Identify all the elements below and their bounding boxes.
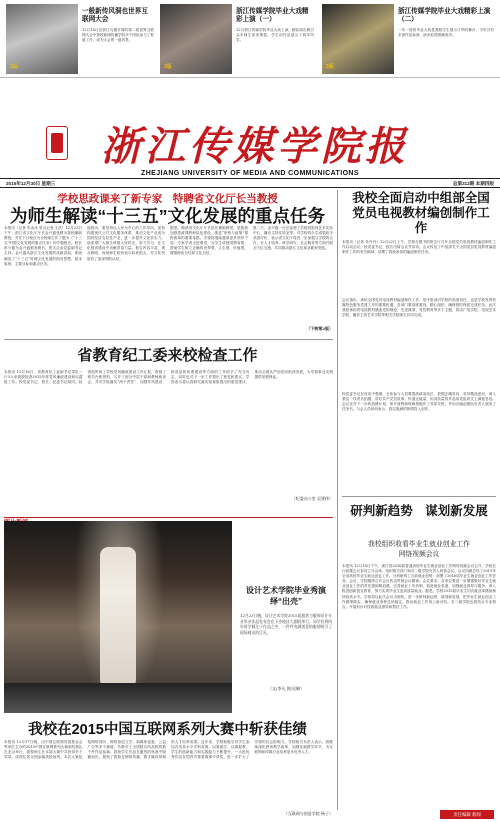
teaser-3-title[interactable]: 浙江传媒学院毕业大戏精彩上演（二） — [398, 8, 491, 23]
model-figure — [100, 547, 136, 697]
teaser-2-body: 12月浙江传媒学院毕业大戏上演，精彩演出吸引众多师生前来观看，学生用作品展示了四年所学。 — [236, 28, 314, 43]
right-mid-rule — [342, 496, 496, 497]
right-mid-body: 本报讯 12月18日下午，浙江省2016届普通高校毕业生就业创业工作网络视频会议召开，学校在行政楼会议室设立分会场，组织相关部门和各二级学院负责人收看会议。会议回顾总结了2015年全省高校毕业生就业创业工作，分析研判了当前就业形势，部署了2016届毕业生就业创业工作任务。会后，学校随即召开会议传达贯彻会议精神。会议要求，各单位要进一步增强做好毕业生就业创业工作的责任感和紧迫感，完善就业工作机制，拓宽就业渠道，加强就业指导与服务，深入推进创新创业教育，努力实现毕业生更高质量就业。据悉，学校2015届毕业生初次就业率继续保持较高水平。学校将以此次会议为契机，进一步研判新趋势、谋划新发展，把毕业生就业创业工作做细做实，确保就业形势总体稳定，推动就业工作再上新台阶。各二级学院也将结合专业特点，开展有针对性的就业指导和帮扶工作。 — [342, 564, 496, 609]
masthead — [70, 120, 440, 170]
teaser-2-photo[interactable] — [160, 4, 232, 74]
teaser-3-tag: 3版 — [326, 64, 334, 70]
photo-credit: （文/李凡 图/吴琳） — [268, 686, 304, 691]
right-mid-headline[interactable]: 研判新趋势 谋划新发展 — [350, 504, 488, 518]
issue-date: 2015年12月30日 星期三 — [6, 181, 56, 186]
bottom-credit: （互联网与创意学院 杨子） — [283, 811, 333, 816]
lead-continued: （下转第2版） — [306, 326, 333, 331]
teaser-1-photo[interactable] — [6, 4, 78, 74]
footer-editor: 责任编辑 新闻 — [453, 811, 481, 817]
right-top-body-2: 会议指出，承担全国党员电视教材编创制作工作，是中组部对学校的高度信任，也是学校发挥传媒特色服务党建工作的重要机遇。各部门要高度重视，精心组织，确保按时保质完成任务。此次我校承担的电视教材涵盖党的理论、先进典型、党性教育等多个主题，将由广电学院、电视艺术学院、播音主持艺术学院等相关学院师生共同完成。 — [342, 298, 496, 318]
right-top-headline[interactable]: 我校全面启动中组部全国党员电视教材编创制作工作 — [352, 191, 490, 235]
sec2-body: 本报讯 12月16日，省教育纪工委副书记带队一行3人来我校检查2015年度党风廉政建设和反腐败工作。校党委书记、校长、纪委书记陪同。检查组听取了学校党风廉政建设工作汇报，查阅了相关台账资料，召开了部分中层干部和教师座谈会，并对学校落实“两个责任”、加强作风建设、推进惩防体系建设等方面的工作给予了充分肯定，同时也对下一步工作提出了意见和建议。学校表示将认真研究落实检查组提出的意见建议，推动全面从严治党向纵深发展，为学校事业发展提供坚强保证。 — [4, 370, 333, 385]
fashion-photo[interactable] — [4, 521, 232, 713]
sec2-rule — [4, 339, 333, 340]
right-top-body-1: 本报讯（记者 朱丹丹）12月22日上午，学校在图书馆报告厅召开全国党员电视教材编创制作工作启动会议。校党委书记、校长出席会议并讲话。会议传达了中组部关于全国党员电视教材编创制作工作的有关精神，部署了我校承担的编创制作任务。 — [342, 240, 496, 255]
teaser-1-tag: 3版 — [10, 64, 18, 70]
column-divider — [337, 190, 338, 810]
lead-headline[interactable]: 为师生解读“十三五”文化发展的重点任务 — [10, 206, 325, 226]
bottom-body: 本报讯 12月17日晚，由中国互联网发展基金会等单位主办的2015中国互联网系列大赛颁奖典礼在北京举行，我校师生在本届大赛中共获得多个奖项，成绩位居全国参赛高校前列。本次大赛包括网络视听、网络原创文学、新媒体创意、公益广告等多个赛道，共吸引了全国数百所高校的数千件作品参赛。我校学生作品在激烈的角逐中脱颖而出，展现了我校在网络传播、数字媒体领域的人才培养成果。近年来，学校积极引导学生参加各类高水平学科竞赛，以赛促学、以赛促教，学生的创新能力和实践能力不断提升，一大批优秀作品在国内外重要赛事中获奖，进一步扩大了学校的社会影响力。学校相关负责人表示，将继续深化教育教学改革，加强实践教学环节，为互联网和传媒行业培养更多优秀人才。 — [4, 740, 333, 760]
lead-col-2: 他指出，要坚持以人民为中心的工作导向，加快构建现代公共文化服务体系，推动文化产业成为国民经济支柱性产业，进一步提升文化软实力。他希望广大师生珍惜大好时光，努力学习，在文化强省建设中贡献青春力量。报告内容丰富、观点鲜明，现场师生纷纷表示收获很大，对文化发展有了更深刻的认识。 — [87, 226, 165, 261]
teaser-2-title[interactable]: 浙江传媒学院毕业大戏精彩上演（一） — [236, 8, 309, 23]
bottom-headline[interactable]: 我校在2015中国互联网系列大赛中斩获佳绩 — [28, 722, 307, 738]
right-mid-subhead: 我校组织收看毕业生就业创业工作网络视频会议 — [368, 541, 470, 558]
teaser-3-photo[interactable] — [322, 4, 394, 74]
teaser-2-tag: 3版 — [164, 64, 172, 70]
lead-col-4: 第二天，金兴盛一行还参观了学校的影视艺术实验中心、播音主持实验室等，对学校的办学成果给予高度评价，表示省文化厅将进一步加强与学校的合作，在人才培养、科学研究、社会服务等方面开展全方位交流，共同推动浙江文化事业繁荣发展。 — [253, 226, 333, 251]
issue-number: 总第312期 本期四版 — [452, 181, 494, 186]
masthead-seal — [46, 126, 68, 160]
masthead-title: 浙江传媒学院报 — [101, 122, 409, 170]
lead-kicker: 学校思政课来了新专家 特聘省文化厅长当教授 — [57, 193, 278, 205]
teaser-1-body: 12月16日在浙江乌镇开幕的第二届世界互联网大会中我校新闻传播学院多个团队参与了报道工作，成为大会的一道风景。 — [82, 28, 154, 43]
sec2-credit: （纪委办公室 吴建伟） — [291, 496, 333, 501]
footer-editor-box — [440, 810, 494, 819]
lead-col-3: 据悉，聘请省文化厅厅长担任兼职教授，是我校加强思政课教师队伍建设、推进“形势与政策”课程改革的重要举措。学校将继续邀请更多领导干部、专家学者走进课堂，为学生讲授国情省情，帮助学生树立正确的世界观、人生观、价值观，增强理论自信和文化自信。 — [170, 226, 248, 256]
right-top-body-3: 校党委书记在讲话中强调，全体参与人员要提高政治站位，把握正确导向，坚持精品意识，深入基层一线采访拍摄，讲好共产党员故事，传递正能量，用高质量的作品向党组织交上满意答卷。会议还对下一步的拍摄计划、审片流程和保障措施作了具体安排，并向各编创团队负责人颁发了任务书。与会人员纷纷表示，将以饱满的热情投入创作。 — [342, 392, 496, 412]
masthead-english: ZHEJIANG UNIVERSITY OF MEDIA AND COMMUNICATIONS — [141, 170, 359, 177]
photo-caption: 12月23日晚，设计艺术学院2015届服装与服饰设计专业毕业作品发布会在下沙校区大剧院举行。同学们将四年所学倾注于作品之中，一件件充满创意的服装吸引了现场观众的目光。 — [240, 613, 332, 635]
teaser-1-title[interactable]: 一般新传风洞也世界互联网大会 — [82, 8, 148, 23]
sec2-headline[interactable]: 省教育纪工委来校检查工作 — [77, 347, 258, 364]
seal-icon — [51, 133, 63, 153]
info-bar — [0, 178, 500, 188]
lead-col-1: 本报讯（记者 朱冰冰 见习记者 王洪）12月23日下午，浙江省文化厅厅长金兴盛受聘为我校兼职教授，并在下沙校区为全校师生作了题为《“十三五”时期文化发展的重点任务》的专题报告。校长彭少健为金兴盛颁发聘书。报告会由党委副书记主持。金兴盛从浙江文化发展的成就讲起，系统阐述了“十三五”时期文化发展的指导思想、基本原则、主要目标和重点任务。 — [4, 226, 82, 266]
stage-floor — [4, 683, 232, 713]
photo-header-bar — [4, 509, 333, 518]
photo-caption-title: 设计艺术学院毕业秀演绎“出壳” — [246, 586, 326, 606]
teaser-3-body: 一年一度的毕业大戏是我校学生展示才华的舞台，今年共有多部作品参演，演出取得圆满成功。 — [398, 28, 494, 38]
